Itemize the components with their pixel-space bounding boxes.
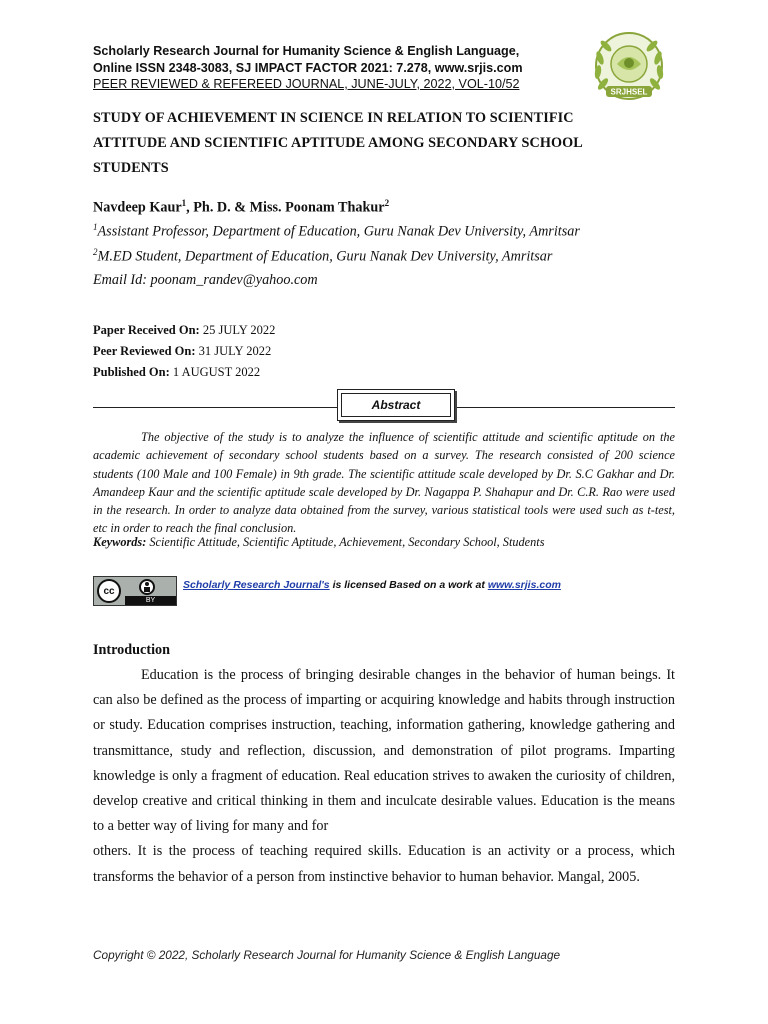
svg-text:SRJHSEL: SRJHSEL (610, 87, 648, 97)
paper-title (93, 106, 683, 181)
reviewed-value: 31 JULY 2022 (198, 344, 272, 358)
author-email[interactable]: Email Id: poonam_randev@yahoo.com (93, 272, 318, 288)
person-icon (139, 579, 155, 595)
affiliation-2 (93, 247, 552, 266)
cc-icon: cc (97, 579, 121, 603)
cc-by-badge[interactable] (93, 576, 177, 606)
received-value: 25 JULY 2022 (202, 323, 276, 337)
journal-link[interactable]: Scholarly Research Journal's (183, 579, 330, 591)
affiliation-1 (93, 222, 580, 241)
published-label: Published On: (93, 365, 170, 379)
published-date (93, 365, 260, 380)
author-2-sup: 2 (384, 198, 390, 208)
journal-issn: Online ISSN 2348-3083, SJ IMPACT FACTOR 2021: 7.278, www.srjis.com (93, 61, 523, 75)
abstract-heading-box (337, 389, 455, 421)
aff-1-text: Assistant Professor, Department of Education, Guru Nanak Dev University, Amritsar (97, 223, 580, 240)
keywords (93, 535, 544, 550)
journal-name: Scholarly Research Journal for Humanity Science & English Language, (93, 44, 520, 58)
author-middle: , Ph. D. & Miss. Poonam Thakur (186, 199, 385, 216)
license-statement (183, 579, 561, 591)
attribution-area (125, 577, 176, 596)
reviewed-date (93, 344, 271, 359)
journal-logo (590, 28, 668, 106)
keywords-label: Keywords: (93, 535, 147, 549)
abstract-heading: Abstract (341, 393, 451, 417)
journal-volume: PEER REVIEWED & REFEREED JOURNAL, JUNE-JULY, 2022, VOL-10/52 (93, 77, 520, 91)
title-line-2: ATTITUDE AND SCIENTIFIC APTITUDE AMONG SECONDARY SCHOOL (93, 135, 583, 151)
abstract-text: The objective of the study is to analyze the influence of scientific attitude and scientific aptitude on the academic achievement of secondary school students based on a survey. The research consisted of 200 science students (100 Male and 100 Female) in 9th grade. The scientific attitude scale developed by Dr. S.C Gakhar and Dr. Amandeep Kaur and the scientific aptitude scale developed by Dr. Nagappa P. Shahapur and Dr. C.R. Rao were used in the research. In order to analyze data obtained from the survey, various statistical tools were used such as t-test, etc in order to reach the final conclusion. (93, 430, 675, 536)
reviewed-label: Peer Reviewed On: (93, 344, 196, 358)
intro-paragraph-1: Education is the process of bringing desirable changes in the behavior of human beings. It can also be defined as the process of imparting or acquiring knowledge and habits through instruction or study. Education comprises instruction, teaching, information gathering, knowledge gathering and transmittance, study and reflection, discussion, and demonstration of pilot programs. Imparting knowledge is only a fragment of education. Real education strives to awaken the curiosity of children, develop creative and critical thinking in them and inculcate desirable values. Education is the means to a better way of living for many and for (93, 667, 675, 835)
aff-2-text: M.ED Student, Department of Education, Guru Nanak Dev University, Amritsar (97, 248, 553, 265)
license-middle: is licensed Based on a work at (329, 579, 488, 591)
aff-1-sup: 1 (93, 222, 98, 232)
title-line-1: STUDY OF ACHIEVEMENT IN SCIENCE IN RELATION TO SCIENTIFIC (93, 110, 574, 126)
published-value: 1 AUGUST 2022 (172, 365, 261, 379)
keywords-text: Scientific Attitude, Scientific Aptitude, Achievement, Secondary School, Students (149, 535, 545, 549)
received-date (93, 323, 275, 338)
title-line-3: STUDENTS (93, 160, 169, 176)
aff-2-sup: 2 (93, 247, 98, 257)
introduction-body (93, 663, 675, 890)
author-1-sup: 1 (181, 198, 187, 208)
received-label: Paper Received On: (93, 323, 200, 337)
srjis-link[interactable]: www.srjis.com (487, 579, 561, 591)
by-label: BY (125, 596, 176, 605)
author-1: Navdeep Kaur (93, 199, 182, 216)
copyright-footer: Copyright © 2022, Scholarly Research Journal for Humanity Science & English Language (93, 948, 561, 962)
authors-line (93, 198, 389, 217)
introduction-heading: Introduction (93, 642, 170, 658)
intro-paragraph-2: others. It is the process of teaching required skills. Education is an activity or a process, which transforms the behavior of a person from instinctive behavior to human behavior. Mangal, 2005. (93, 843, 675, 885)
